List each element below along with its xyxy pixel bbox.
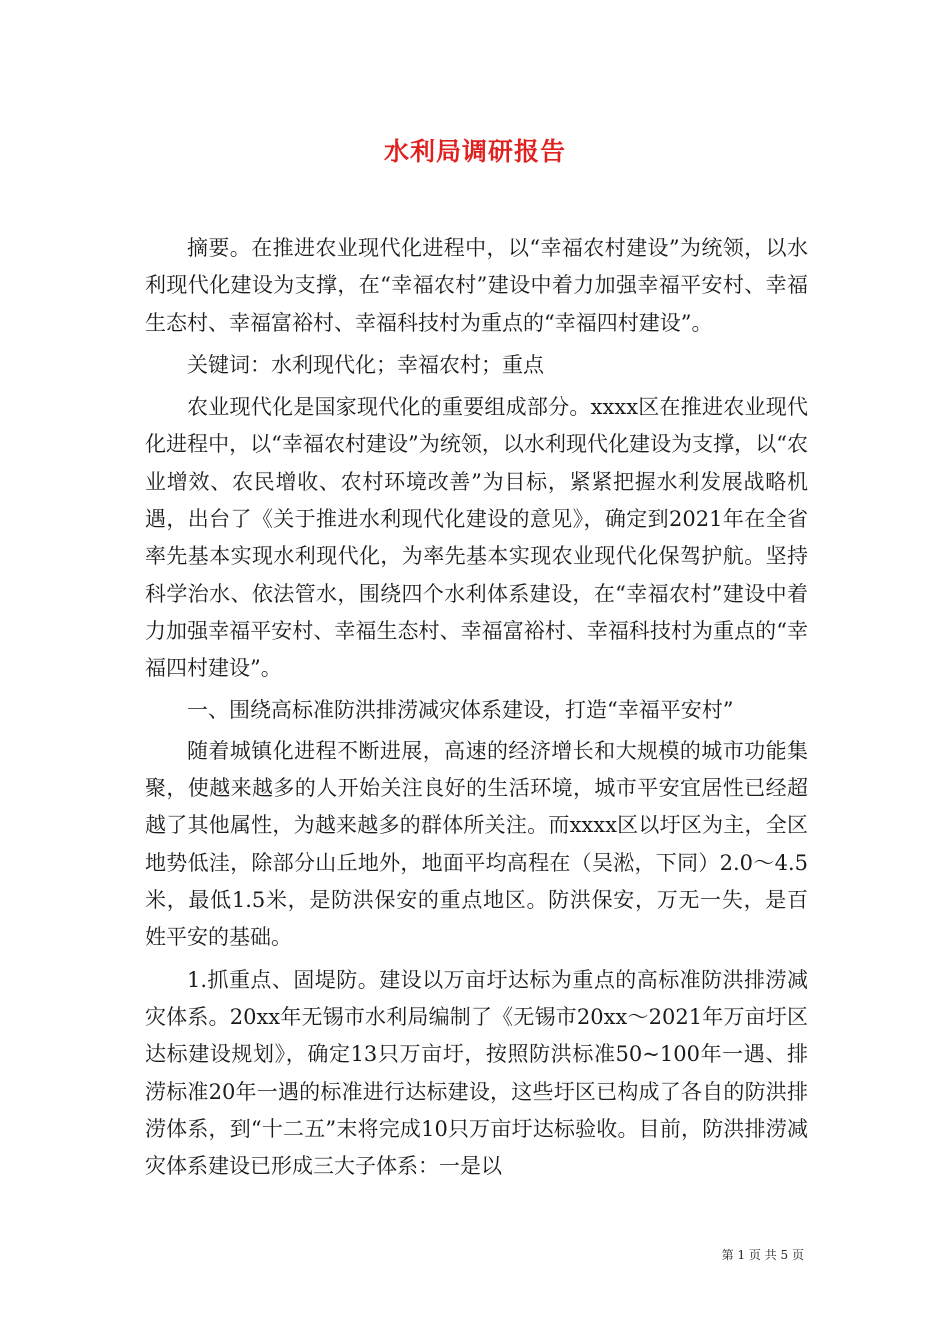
keywords-paragraph: 关键词：水利现代化；幸福农村；重点 [187,352,544,377]
page-number-footer: 第 1 页 共 5 页 [721,1248,804,1262]
document-body [145,230,808,1185]
section-heading-1: 一、围绕高标准防洪排涝减灾体系建设，打造“幸福平安村” [187,697,734,722]
document-title: 水利局调研报告 [383,137,566,166]
section-1-paragraph: 随着城镇化进程不断进展，高速的经济增长和大规模的城市功能集聚，使越来越多的人开始关注良好的生活环境，城市平安宜居性已经超越了其他属性，为越来越多的群体所关注。而xxxx区以圩区为主，全区地势低洼，除部分山丘地外，地面平均高程在（吴淞，下同）2.0～4.5米，最低1.5米，是防洪保安的重点地区。防洪保安，万无一失，是百姓平安的基础。 [145,738,808,950]
item-1-paragraph: 1.抓重点、固堤防。建设以万亩圩达标为重点的高标准防洪排涝减灾体系。20xx年无锡市水利局编制了《无锡市20xx～2021年万亩圩区达标建设规划》，确定13只万亩圩，按照防洪标准50~100年一遇、排涝标准20年一遇的标准进行达标建设，这些圩区已构成了各自的防洪排涝体系，到“十二五”末将完成10只万亩圩达标验收。目前，防洪排涝减灾体系建设已形成三大子体系：一是以 [145,967,808,1179]
intro-paragraph: 农业现代化是国家现代化的重要组成部分。xxxx区在推进农业现代化进程中，以“幸福农村建设”为统领，以水利现代化建设为支撑，以“农业增效、农民增收、农村环境改善”为目标，紧紧把握水利发展战略机遇，出台了《关于推进水利现代化建设的意见》，确定到2021年在全省率先基本实现水利现代化，为率先基本实现农业现代化保驾护航。坚持科学治水、依法管水，围绕四个水利体系建设，在“幸福农村”建设中着力加强幸福平安村、幸福生态村、幸福富裕村、幸福科技村为重点的“幸福四村建设”。 [145,395,808,681]
abstract-paragraph: 摘要。在推进农业现代化进程中，以“幸福农村建设”为统领，以水利现代化建设为支撑，在“幸福农村”建设中着力加强幸福平安村、幸福生态村、幸福富裕村、幸福科技村为重点的“幸福四村建设”。 [145,236,808,335]
